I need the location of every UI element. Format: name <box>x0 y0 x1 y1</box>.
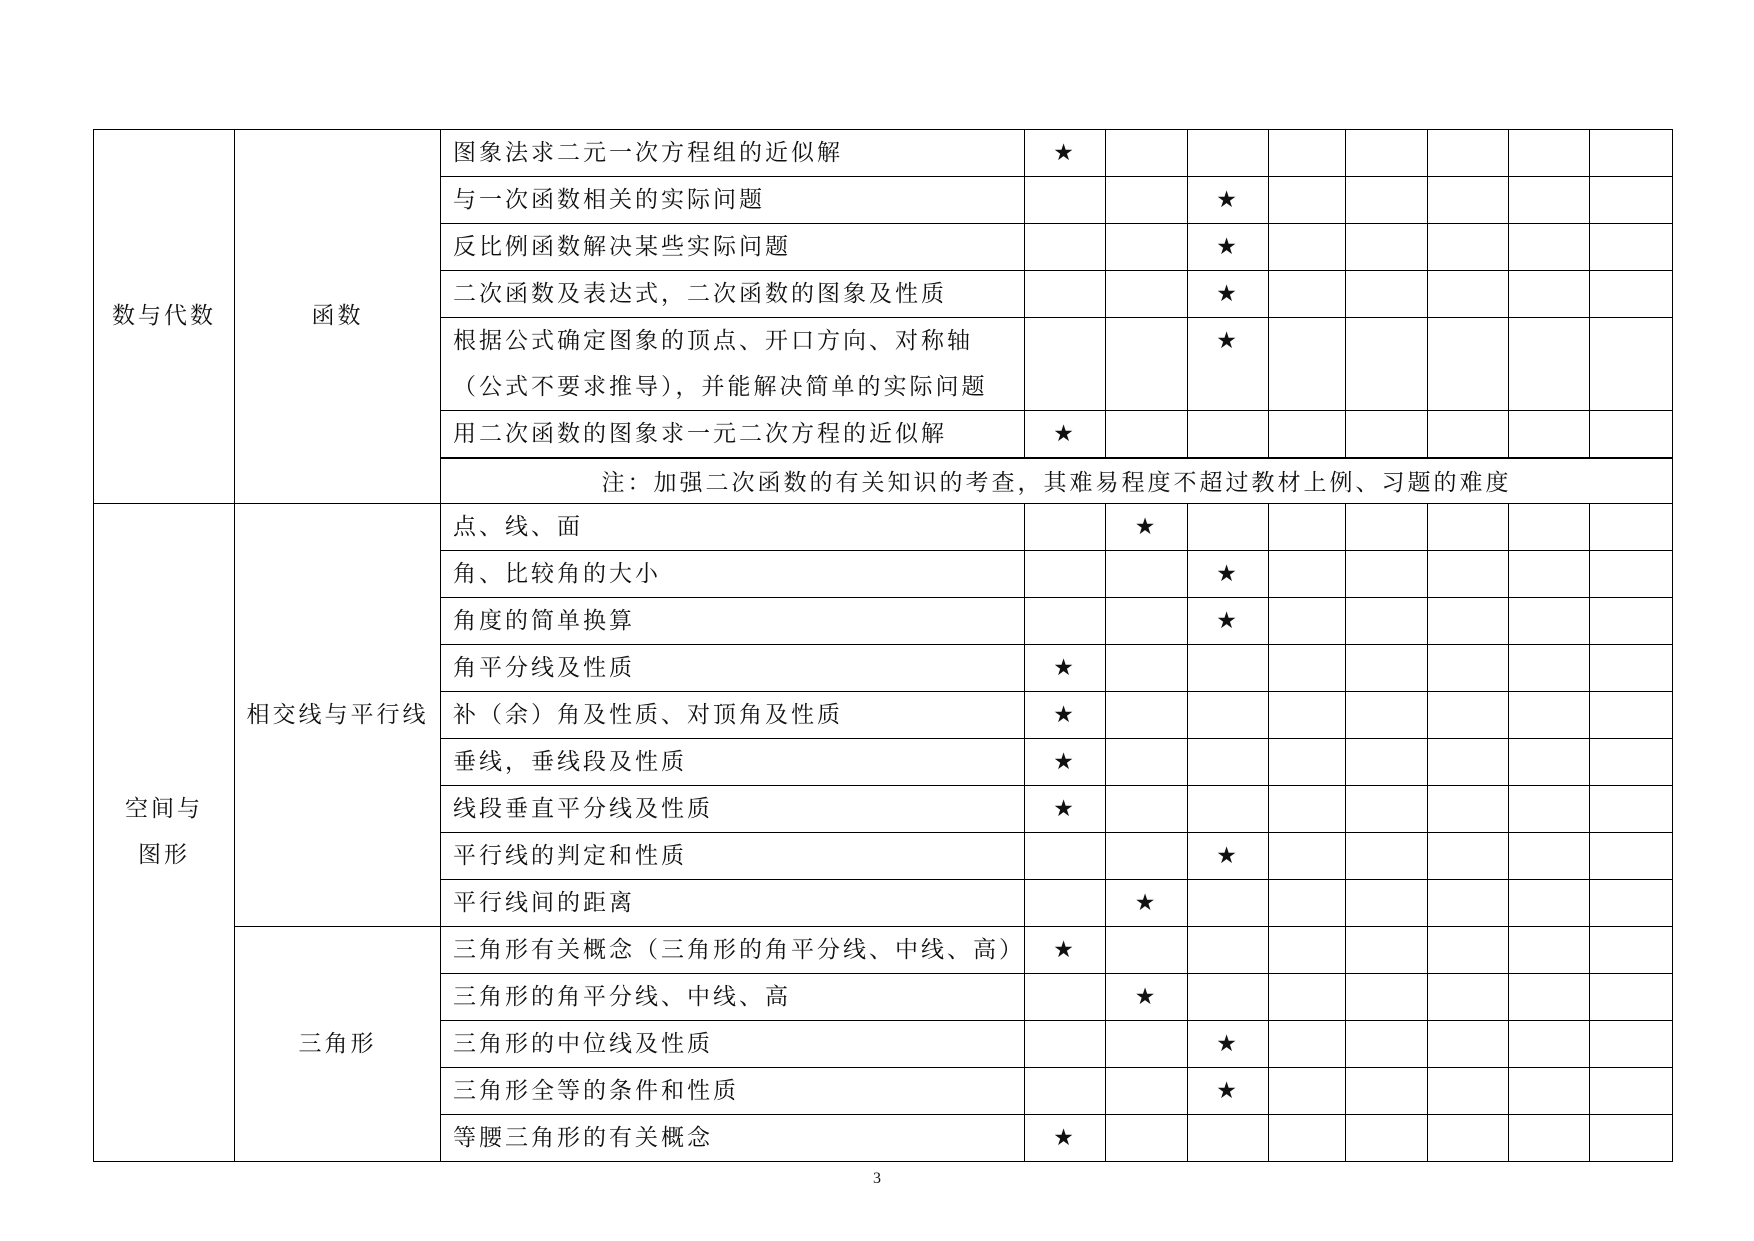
level-cell <box>1025 597 1106 644</box>
level-cell <box>1269 271 1346 318</box>
level-cell <box>1269 550 1346 597</box>
area-label: 空间与图形 <box>125 796 203 868</box>
level-cell <box>1590 130 1673 177</box>
level-cell <box>1269 503 1346 550</box>
level-cell <box>1346 926 1428 973</box>
level-cell <box>1106 224 1188 271</box>
level-cell <box>1428 1020 1509 1067</box>
syllabus-table <box>93 129 1673 1162</box>
level-cell <box>1346 597 1428 644</box>
level-cell <box>1428 130 1509 177</box>
item-cell: 用二次函数的图象求一元二次方程的近似解 <box>441 411 1025 459</box>
level-cell <box>1269 318 1346 411</box>
level-cell <box>1590 973 1673 1020</box>
star-mark: ★ <box>1188 1067 1269 1114</box>
level-cell <box>1509 318 1590 411</box>
level-cell <box>1590 738 1673 785</box>
level-cell <box>1590 503 1673 550</box>
item-cell: 线段垂直平分线及性质 <box>441 785 1025 832</box>
level-cell <box>1590 550 1673 597</box>
item-cell: 垂线，垂线段及性质 <box>441 738 1025 785</box>
level-cell <box>1346 318 1428 411</box>
level-cell <box>1025 973 1106 1020</box>
level-cell <box>1106 785 1188 832</box>
star-mark: ★ <box>1025 785 1106 832</box>
item-cell: 角度的简单换算 <box>441 597 1025 644</box>
level-cell <box>1188 503 1269 550</box>
level-cell <box>1106 411 1188 459</box>
level-cell <box>1590 879 1673 926</box>
item-cell: 反比例函数解决某些实际问题 <box>441 224 1025 271</box>
page-number: 3 <box>873 1170 881 1187</box>
star-mark: ★ <box>1106 503 1188 550</box>
level-cell <box>1428 1114 1509 1161</box>
level-cell <box>1590 832 1673 879</box>
star-mark: ★ <box>1188 550 1269 597</box>
level-cell <box>1346 1114 1428 1161</box>
level-cell <box>1025 1067 1106 1114</box>
level-cell <box>1106 550 1188 597</box>
level-cell <box>1269 926 1346 973</box>
level-cell <box>1509 224 1590 271</box>
level-cell <box>1025 550 1106 597</box>
level-cell <box>1106 271 1188 318</box>
star-mark: ★ <box>1188 271 1269 318</box>
level-cell <box>1188 879 1269 926</box>
star-mark: ★ <box>1025 130 1106 177</box>
level-cell <box>1025 318 1106 411</box>
level-cell <box>1269 785 1346 832</box>
note-cell: 注：加强二次函数的有关知识的考查，其难易程度不超过教材上例、习题的难度 <box>441 458 1673 503</box>
level-cell <box>1188 926 1269 973</box>
table-row <box>94 926 1673 973</box>
level-cell <box>1428 597 1509 644</box>
level-cell <box>1025 1020 1106 1067</box>
level-cell <box>1346 130 1428 177</box>
level-cell <box>1346 1067 1428 1114</box>
star-mark: ★ <box>1188 1020 1269 1067</box>
level-cell <box>1188 785 1269 832</box>
level-cell <box>1269 411 1346 459</box>
level-cell <box>1509 691 1590 738</box>
level-cell <box>1188 973 1269 1020</box>
level-cell <box>1106 1067 1188 1114</box>
star-mark: ★ <box>1106 879 1188 926</box>
level-cell <box>1428 1067 1509 1114</box>
level-cell <box>1590 1114 1673 1161</box>
level-cell <box>1106 644 1188 691</box>
level-cell <box>1106 691 1188 738</box>
level-cell <box>1346 691 1428 738</box>
level-cell <box>1428 785 1509 832</box>
level-cell <box>1269 1067 1346 1114</box>
level-cell <box>1346 1020 1428 1067</box>
area-cell: 数与代数 <box>94 130 235 504</box>
level-cell <box>1106 130 1188 177</box>
item-cell: 平行线间的距离 <box>441 879 1025 926</box>
level-cell <box>1025 879 1106 926</box>
level-cell <box>1509 503 1590 550</box>
area-cell <box>94 503 235 1161</box>
level-cell <box>1509 550 1590 597</box>
table-row <box>94 130 1673 177</box>
item-cell: 图象法求二元一次方程组的近似解 <box>441 130 1025 177</box>
level-cell <box>1269 224 1346 271</box>
star-mark: ★ <box>1025 1114 1106 1161</box>
item-cell: 与一次函数相关的实际问题 <box>441 177 1025 224</box>
item-cell: 三角形全等的条件和性质 <box>441 1067 1025 1114</box>
level-cell <box>1590 411 1673 459</box>
item-cell: 三角形的角平分线、中线、高 <box>441 973 1025 1020</box>
topic-cell: 函数 <box>235 130 441 504</box>
level-cell <box>1346 879 1428 926</box>
level-cell <box>1428 271 1509 318</box>
level-cell <box>1269 1020 1346 1067</box>
level-cell <box>1269 644 1346 691</box>
level-cell <box>1106 177 1188 224</box>
level-cell <box>1269 832 1346 879</box>
level-cell <box>1590 1020 1673 1067</box>
level-cell <box>1509 271 1590 318</box>
level-cell <box>1346 411 1428 459</box>
item-cell: 三角形的中位线及性质 <box>441 1020 1025 1067</box>
level-cell <box>1106 832 1188 879</box>
star-mark: ★ <box>1106 973 1188 1020</box>
level-cell <box>1509 644 1590 691</box>
level-cell <box>1106 738 1188 785</box>
level-cell <box>1346 177 1428 224</box>
level-cell <box>1346 973 1428 1020</box>
level-cell <box>1346 832 1428 879</box>
level-cell <box>1269 691 1346 738</box>
level-cell <box>1428 644 1509 691</box>
level-cell <box>1509 411 1590 459</box>
item-cell: 角、比较角的大小 <box>441 550 1025 597</box>
level-cell <box>1509 597 1590 644</box>
star-mark: ★ <box>1025 738 1106 785</box>
level-cell <box>1106 318 1188 411</box>
item-cell: 等腰三角形的有关概念 <box>441 1114 1025 1161</box>
item-cell: 补（余）角及性质、对顶角及性质 <box>441 691 1025 738</box>
level-cell <box>1269 1114 1346 1161</box>
level-cell <box>1025 503 1106 550</box>
level-cell <box>1509 130 1590 177</box>
topic-cell: 三角形 <box>235 926 441 1161</box>
level-cell <box>1346 738 1428 785</box>
level-cell <box>1509 177 1590 224</box>
level-cell <box>1590 597 1673 644</box>
level-cell <box>1346 503 1428 550</box>
level-cell <box>1188 644 1269 691</box>
level-cell <box>1269 177 1346 224</box>
level-cell <box>1428 177 1509 224</box>
item-cell: 平行线的判定和性质 <box>441 832 1025 879</box>
level-cell <box>1509 1020 1590 1067</box>
level-cell <box>1428 411 1509 459</box>
level-cell <box>1590 177 1673 224</box>
level-cell <box>1346 785 1428 832</box>
table-row <box>94 503 1673 550</box>
level-cell <box>1346 550 1428 597</box>
item-cell: 点、线、面 <box>441 503 1025 550</box>
level-cell <box>1188 411 1269 459</box>
level-cell <box>1509 1067 1590 1114</box>
star-mark: ★ <box>1188 597 1269 644</box>
level-cell <box>1509 973 1590 1020</box>
level-cell <box>1590 224 1673 271</box>
level-cell <box>1428 318 1509 411</box>
level-cell <box>1428 738 1509 785</box>
item-cell: 角平分线及性质 <box>441 644 1025 691</box>
star-mark: ★ <box>1025 411 1106 459</box>
level-cell <box>1106 1020 1188 1067</box>
level-cell <box>1025 177 1106 224</box>
level-cell <box>1509 785 1590 832</box>
level-cell <box>1025 832 1106 879</box>
level-cell <box>1188 738 1269 785</box>
topic-cell: 相交线与平行线 <box>235 503 441 926</box>
level-cell <box>1428 973 1509 1020</box>
level-cell <box>1269 738 1346 785</box>
star-mark: ★ <box>1188 224 1269 271</box>
level-cell <box>1106 1114 1188 1161</box>
level-cell <box>1509 879 1590 926</box>
level-cell <box>1590 785 1673 832</box>
level-cell <box>1428 224 1509 271</box>
level-cell <box>1269 597 1346 644</box>
level-cell <box>1025 271 1106 318</box>
level-cell <box>1188 130 1269 177</box>
level-cell <box>1590 271 1673 318</box>
star-mark: ★ <box>1025 691 1106 738</box>
level-cell <box>1590 644 1673 691</box>
level-cell <box>1428 691 1509 738</box>
star-mark: ★ <box>1188 177 1269 224</box>
level-cell <box>1346 644 1428 691</box>
level-cell <box>1188 1114 1269 1161</box>
level-cell <box>1590 691 1673 738</box>
level-cell <box>1590 926 1673 973</box>
item-cell: 二次函数及表达式，二次函数的图象及性质 <box>441 271 1025 318</box>
level-cell <box>1509 832 1590 879</box>
level-cell <box>1509 926 1590 973</box>
item-cell: 根据公式确定图象的顶点、开口方向、对称轴（公式不要求推导），并能解决简单的实际问题 <box>441 318 1025 411</box>
level-cell <box>1428 832 1509 879</box>
star-mark: ★ <box>1188 832 1269 879</box>
star-mark: ★ <box>1025 926 1106 973</box>
level-cell <box>1188 691 1269 738</box>
level-cell <box>1590 1067 1673 1114</box>
level-cell <box>1428 550 1509 597</box>
level-cell <box>1509 1114 1590 1161</box>
level-cell <box>1428 503 1509 550</box>
level-cell <box>1428 926 1509 973</box>
level-cell <box>1106 926 1188 973</box>
star-mark: ★ <box>1025 644 1106 691</box>
star-mark: ★ <box>1188 318 1269 411</box>
level-cell <box>1428 879 1509 926</box>
level-cell <box>1025 224 1106 271</box>
level-cell <box>1269 973 1346 1020</box>
level-cell <box>1346 224 1428 271</box>
level-cell <box>1346 271 1428 318</box>
level-cell <box>1269 879 1346 926</box>
item-cell: 三角形有关概念（三角形的角平分线、中线、高） <box>441 926 1025 973</box>
level-cell <box>1590 318 1673 411</box>
level-cell <box>1106 597 1188 644</box>
level-cell <box>1509 738 1590 785</box>
level-cell <box>1269 130 1346 177</box>
